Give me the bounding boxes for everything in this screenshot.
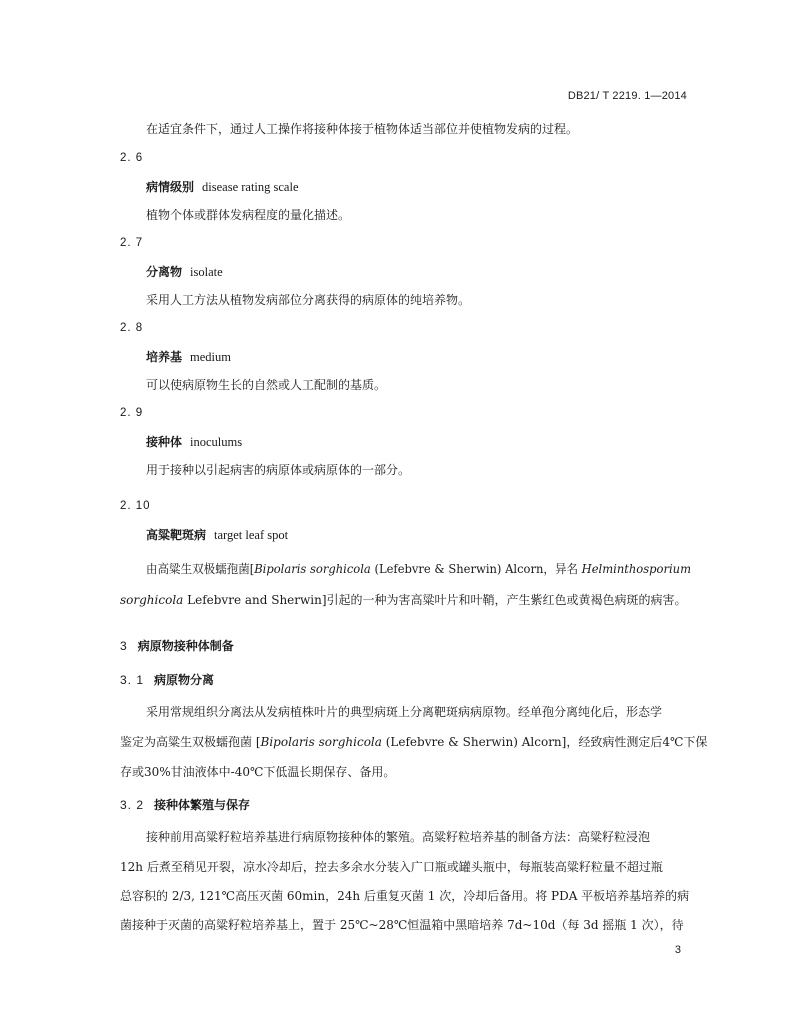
text-run: (Lefebvre & Sherwin) Alcorn]，经致病性测定后4℃下保 <box>381 735 708 749</box>
clause-number-2-6: 2. 6 <box>120 152 144 164</box>
term-2-7 <box>146 263 223 280</box>
term-en: medium <box>190 350 231 364</box>
definition-2-8: 可以使病原物生长的自然或人工配制的基质。 <box>146 378 387 392</box>
text-run: 由高粱生双极蠕孢菌[ <box>146 562 255 576</box>
definition-2-10-line-1 <box>146 560 691 577</box>
section-title: 病原物接种体制备 <box>137 639 234 653</box>
section-number: 3. 1 <box>120 673 145 687</box>
term-en: inoculums <box>190 435 243 449</box>
definition-2-6: 植物个体或群体发病程度的量化描述。 <box>146 208 351 222</box>
section-heading-3 <box>120 637 234 654</box>
section-heading-3-2 <box>120 796 250 813</box>
term-en: disease rating scale <box>202 180 299 194</box>
standard-code-header: DB21/ T 2219. 1—2014 <box>567 90 687 102</box>
term-zh: 病情级别 <box>146 180 195 194</box>
section-number: 3 <box>120 639 128 653</box>
synonym-genus: Helminthosporium <box>581 562 692 576</box>
text-run: (Lefebvre & Sherwin) Alcorn，异名 <box>370 562 582 576</box>
clause-number-2-7: 2. 7 <box>120 237 144 249</box>
paragraph-3-2-line-4: 菌接种于灭菌的高粱籽粒培养基上，置于 25℃~28℃恒温箱中黑暗培养 7d~10d（每 3d 摇瓶 1 次），待 <box>120 918 684 932</box>
species-name: Bipolaris sorghicola <box>254 562 371 576</box>
term-2-6 <box>146 178 299 195</box>
clause-number-2-8: 2. 8 <box>120 322 144 334</box>
paragraph-3-1-line-2 <box>120 733 708 750</box>
paragraph-3-2-line-2: 12h 后煮至稍见开裂，凉水冷却后，控去多余水分装入广口瓶或罐头瓶中，每瓶装高粱籽粒量不超过瓶 <box>120 860 663 874</box>
section-title: 病原物分离 <box>154 673 215 687</box>
text-run: 鉴定为高粱生双极蠕孢菌 [ <box>120 735 261 749</box>
term-zh: 高粱靶斑病 <box>146 528 207 542</box>
synonym-species: sorghicola <box>120 593 184 607</box>
term-zh: 分离物 <box>146 265 183 279</box>
term-zh: 接种体 <box>146 435 183 449</box>
clause-number-2-9: 2. 9 <box>120 407 144 419</box>
inoculation-definition: 在适宜条件下，通过人工操作将接种体接于植物体适当部位并使植物发病的过程。 <box>146 122 579 136</box>
term-en: isolate <box>190 265 223 279</box>
paragraph-3-1-line-1: 采用常规组织分离法从发病植株叶片的典型病斑上分离靶斑病病原物。经单孢分离纯化后，形态学 <box>146 705 663 719</box>
section-title: 接种体繁殖与保存 <box>154 798 251 812</box>
term-2-10 <box>146 526 288 543</box>
definition-2-7: 采用人工方法从植物发病部位分离获得的病原体的纯培养物。 <box>146 293 471 307</box>
text-run: Lefebvre and Sherwin]引起的一种为害高粱叶片和叶鞘，产生紫红色或黄褐色病斑的病害。 <box>183 593 687 607</box>
definition-2-9: 用于接种以引起病害的病原体或病原体的一部分。 <box>146 463 411 477</box>
term-en: target leaf spot <box>214 528 289 542</box>
paragraph-3-2-line-3: 总容积的 2/3, 121℃高压灭菌 60min，24h 后重复灭菌 1 次，冷却后备用。将 PDA 平板培养基培养的病 <box>120 889 690 903</box>
term-zh: 培养基 <box>146 350 183 364</box>
page-number: 3 <box>674 944 681 956</box>
section-number: 3. 2 <box>120 798 145 812</box>
term-2-9 <box>146 433 242 450</box>
species-name: Bipolaris sorghicola <box>260 735 382 749</box>
term-2-8 <box>146 348 231 365</box>
paragraph-3-1-line-3: 存或30%甘油液体中-40℃下低温长期保存、备用。 <box>120 765 396 779</box>
paragraph-3-2-line-1: 接种前用高粱籽粒培养基进行病原物接种体的繁殖。高粱籽粒培养基的制备方法：高粱籽粒浸泡 <box>146 830 651 844</box>
section-heading-3-1 <box>120 671 214 688</box>
definition-2-10-line-2 <box>120 591 688 608</box>
clause-number-2-10: 2. 10 <box>120 500 151 512</box>
